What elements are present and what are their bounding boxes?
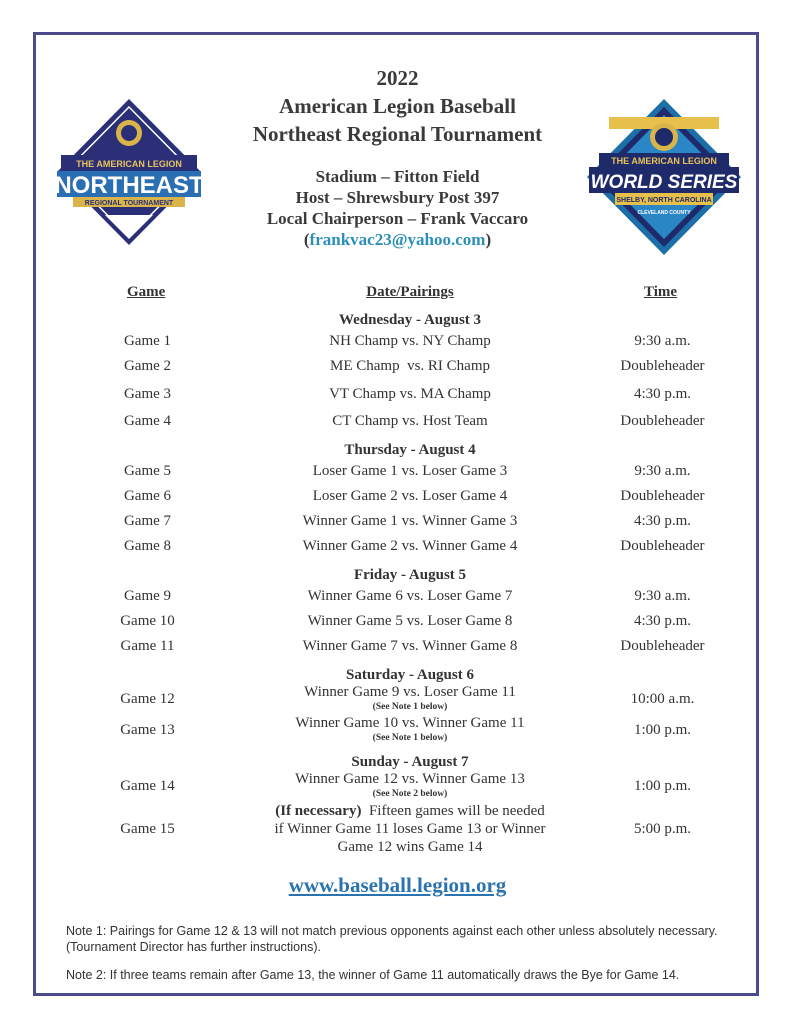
note-1-line1: Note 1: Pairings for Game 12 & 13 will not match previous opponents against each other unless absolutely necessary. bbox=[66, 924, 718, 938]
pairing-line2: if Winner Game 11 loses Game 13 or Winner bbox=[274, 821, 546, 837]
title-block bbox=[200, 64, 595, 148]
game-time: Doubleheader bbox=[620, 638, 705, 654]
game-time: 4:30 p.m. bbox=[633, 513, 692, 529]
website-link[interactable]: www.baseball.legion.org bbox=[288, 873, 507, 897]
game-time: Doubleheader bbox=[620, 538, 705, 554]
pairing-line1 bbox=[230, 802, 590, 820]
northeast-logo bbox=[55, 97, 203, 247]
game-time: Doubleheader bbox=[620, 413, 705, 429]
pairing-note: (See Note 2 below) bbox=[372, 789, 448, 799]
host: Host – Shrewsbury Post 397 bbox=[295, 188, 500, 207]
pairing-line3: Game 12 wins Game 14 bbox=[337, 839, 483, 855]
left-logo-line1: THE AMERICAN LEGION bbox=[76, 159, 182, 169]
game-time: Doubleheader bbox=[620, 488, 705, 504]
game-time: 4:30 p.m. bbox=[633, 386, 692, 402]
pairing: Loser Game 2 vs. Loser Game 4 bbox=[312, 488, 508, 504]
left-logo-line2: NORTHEAST bbox=[55, 172, 203, 199]
game-time: 4:30 p.m. bbox=[633, 613, 692, 629]
game-time: 9:30 a.m. bbox=[634, 588, 691, 604]
game-number: Game 10 bbox=[120, 613, 175, 629]
email-open: ( bbox=[303, 230, 310, 249]
game-time: Doubleheader bbox=[620, 358, 705, 374]
game-time: 1:00 p.m. bbox=[633, 778, 692, 794]
game-number: Game 3 bbox=[123, 386, 172, 402]
pairing: NH Champ vs. NY Champ bbox=[329, 333, 491, 349]
game-number: Game 14 bbox=[120, 778, 175, 794]
game-number: Game 11 bbox=[120, 638, 175, 654]
day-header: Friday - August 5 bbox=[353, 567, 467, 583]
pairing: ME Champ vs. RI Champ bbox=[330, 358, 490, 374]
left-logo-line3: REGIONAL TOURNAMENT bbox=[84, 200, 174, 207]
chairperson: Local Chairperson – Frank Vaccaro bbox=[266, 209, 529, 228]
title-year: 2022 bbox=[376, 66, 419, 90]
pairing: Winner Game 5 vs. Loser Game 8 bbox=[307, 613, 513, 629]
game-number: Game 8 bbox=[123, 538, 172, 554]
title-event: Northeast Regional Tournament bbox=[252, 122, 543, 146]
email-close: ) bbox=[485, 230, 492, 249]
col-game-header: Game bbox=[127, 284, 166, 300]
right-logo-line3: SHELBY, NORTH CAROLINA bbox=[616, 197, 712, 204]
game-time: 5:00 p.m. bbox=[633, 821, 692, 837]
pairing: Winner Game 10 vs. Winner Game 11 bbox=[295, 715, 525, 731]
right-logo-line2: WORLD SERIES bbox=[590, 172, 738, 193]
world-series-logo bbox=[585, 97, 743, 257]
day-header: Sunday - August 7 bbox=[351, 754, 469, 770]
pairing-note: (See Note 1 below) bbox=[372, 733, 448, 743]
pairing: Winner Game 1 vs. Winner Game 3 bbox=[302, 513, 518, 529]
game-number: Game 9 bbox=[123, 588, 172, 604]
pairing: Winner Game 9 vs. Loser Game 11 bbox=[304, 684, 516, 700]
pairing: Winner Game 2 vs. Winner Game 4 bbox=[302, 538, 518, 554]
day-header: Saturday - August 6 bbox=[346, 667, 474, 683]
pairing bbox=[230, 802, 590, 856]
venue-block bbox=[200, 166, 595, 250]
right-logo-line4: CLEVELAND COUNTY bbox=[637, 210, 691, 216]
right-logo-line1: THE AMERICAN LEGION bbox=[611, 156, 717, 166]
pairing: Winner Game 6 vs. Loser Game 7 bbox=[307, 588, 513, 604]
game-time: 9:30 a.m. bbox=[634, 333, 691, 349]
stadium: Stadium – Fitton Field bbox=[315, 167, 480, 186]
note-2: Note 2: If three teams remain after Game 13, the winner of Game 11 automatically draws the Bye for Game 14. bbox=[66, 968, 680, 982]
pairing: CT Champ vs. Host Team bbox=[332, 413, 488, 429]
pairing: Winner Game 7 vs. Winner Game 8 bbox=[302, 638, 518, 654]
email-link[interactable]: frankvac23@yahoo.com bbox=[309, 230, 486, 249]
game-number: Game 2 bbox=[123, 358, 172, 374]
game-number: Game 5 bbox=[123, 463, 172, 479]
game-number: Game 6 bbox=[123, 488, 172, 504]
game-number: Game 7 bbox=[123, 513, 172, 529]
note-1-line2: (Tournament Director has further instructions). bbox=[66, 940, 321, 954]
game-time: 10:00 a.m. bbox=[630, 691, 695, 707]
day-header: Thursday - August 4 bbox=[344, 442, 476, 458]
pairing: Winner Game 12 vs. Winner Game 13 bbox=[295, 771, 525, 787]
email-line bbox=[200, 229, 595, 250]
pairing: Loser Game 1 vs. Loser Game 3 bbox=[312, 463, 508, 479]
pairing-line1-rest: Fifteen games will be needed bbox=[361, 803, 545, 819]
day-header: Wednesday - August 3 bbox=[338, 312, 482, 328]
game-number: Game 13 bbox=[120, 722, 175, 738]
game-time: 1:00 p.m. bbox=[633, 722, 692, 738]
pairing: VT Champ vs. MA Champ bbox=[329, 386, 491, 402]
note-1 bbox=[66, 923, 756, 955]
game-number: Game 15 bbox=[120, 821, 175, 837]
game-number: Game 12 bbox=[120, 691, 175, 707]
col-time-header: Time bbox=[644, 284, 678, 300]
col-pairings-header: Date/Pairings bbox=[366, 284, 454, 300]
pairing-note: (See Note 1 below) bbox=[372, 702, 448, 712]
title-org: American Legion Baseball bbox=[279, 94, 516, 118]
game-number: Game 4 bbox=[123, 413, 172, 429]
if-necessary-label: (If necessary) bbox=[275, 803, 362, 819]
game-time: 9:30 a.m. bbox=[634, 463, 691, 479]
game-number: Game 1 bbox=[123, 333, 172, 349]
